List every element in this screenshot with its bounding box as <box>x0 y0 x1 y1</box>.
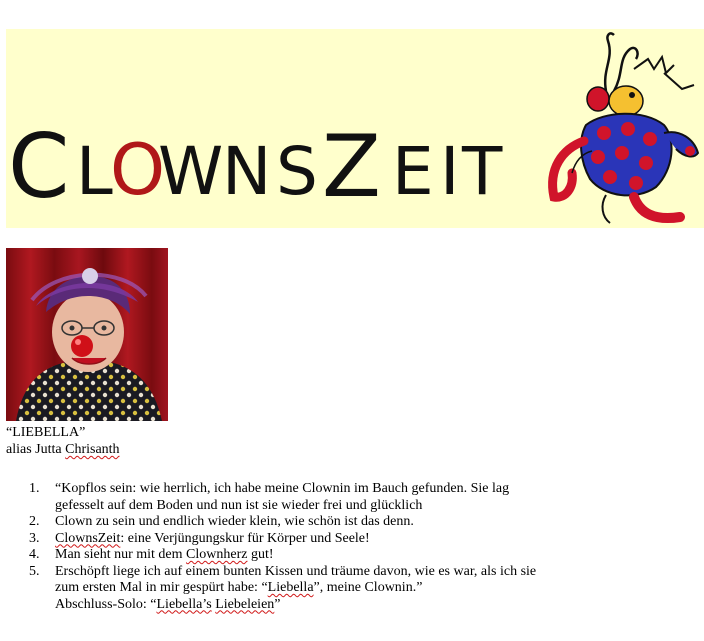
clown-name: “LIEBELLA” <box>6 425 86 440</box>
quote-text: gefesselt auf dem Boden und nun ist sie wieder frei und glücklich <box>55 497 423 513</box>
profile-photo <box>6 248 168 421</box>
quote-line <box>55 597 629 614</box>
quote-text: Man sieht nur mit dem <box>55 547 187 562</box>
spellcheck-word: Liebella <box>267 580 314 595</box>
quote-line <box>55 498 629 515</box>
quote-item <box>29 481 629 514</box>
quote-line <box>55 564 629 581</box>
quote-text: gut! <box>247 547 274 562</box>
spellcheck-word: Liebeleien <box>215 596 275 612</box>
quote-item <box>29 564 629 614</box>
quote-number: 2. <box>29 514 40 529</box>
logo-letter-i: I <box>440 133 460 210</box>
quote-line <box>55 547 629 564</box>
profile-caption <box>6 424 120 458</box>
logo-letter-l: L <box>76 133 113 210</box>
dancing-clown-icon <box>544 29 704 228</box>
spellcheck-word: Clownherz <box>186 547 248 562</box>
quote-text: zum ersten Mal in mir gespürt habe: “ <box>55 580 268 595</box>
quote-number: 4. <box>29 547 40 562</box>
quote-item <box>29 547 629 564</box>
quote-line <box>55 481 629 498</box>
quote-text: Clown zu sein und endlich wieder klein, wie schön ist das denn. <box>55 514 414 529</box>
quote-text: Erschöpft liege ich auf einem bunten Kissen und träume davon, wie es war, als ich sie <box>55 563 537 579</box>
alias-surname: Chrisanth <box>65 442 120 457</box>
quote-text: : eine Verjüngungskur für Körper und Seele! <box>120 530 370 546</box>
quote-line <box>55 531 629 548</box>
logo-letter-e: E <box>392 133 434 210</box>
quote-text: ”, meine Clownin.” <box>313 580 423 595</box>
logo-letter-t: T <box>462 133 503 210</box>
logo-letter-c: C <box>8 115 70 211</box>
quotes-list <box>29 481 629 613</box>
quote-text: Abschluss-Solo: “ <box>55 596 157 612</box>
quote-item <box>29 531 629 548</box>
quote-item <box>29 514 629 531</box>
spellcheck-word: Liebella’s <box>156 596 212 612</box>
quote-number: 5. <box>29 563 40 579</box>
quote-line <box>55 580 629 597</box>
quote-text: ” <box>274 596 281 612</box>
quote-number: 3. <box>29 530 40 546</box>
spellcheck-word: ClownsZeit <box>55 530 121 546</box>
quote-number: 1. <box>29 481 40 496</box>
header-banner <box>6 29 704 228</box>
clown-portrait-icon <box>6 248 168 421</box>
alias-prefix: alias Jutta <box>6 442 66 457</box>
logo-letter-n: N <box>222 133 272 210</box>
quote-line <box>55 514 629 531</box>
logo-letter-z: Z <box>322 117 381 211</box>
logo-letter-o: O <box>110 129 166 211</box>
clownszeit-logo <box>6 101 516 211</box>
logo-letter-s: S <box>276 133 318 210</box>
logo-letter-w: W <box>158 133 224 210</box>
quote-text: “Kopflos sein: wie herrlich, ich habe meine Clownin im Bauch gefunden. Sie lag <box>55 481 510 496</box>
alias-line <box>6 441 120 458</box>
